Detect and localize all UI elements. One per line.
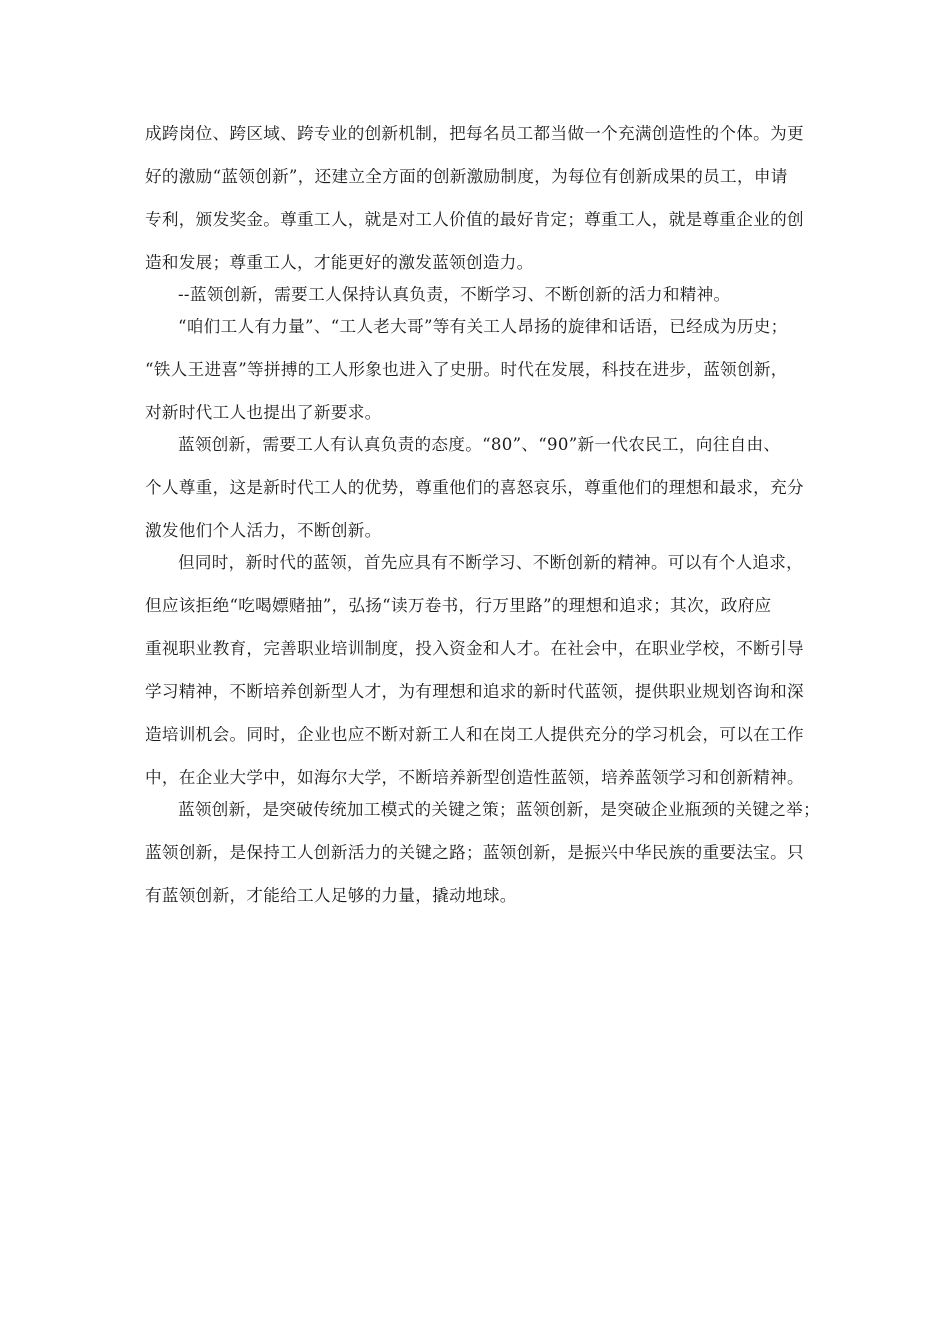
text-line: --蓝领创新，需要工人保持认真负责，不断学习、不断创新的活力和精神。 [178, 285, 731, 304]
text-line: 对新时代工人也提出了新要求。 [145, 403, 382, 422]
text-line: 中，在企业大学中，如海尔大学，不断培养新型创造性蓝领，培养蓝领学习和创新精神。 [145, 768, 804, 787]
text-line: 成跨岗位、跨区域、跨专业的创新机制，把每名员工都当做一个充满创造性的个体。为更 [145, 124, 804, 143]
document-body [145, 120, 825, 910]
text-line: 但同时，新时代的蓝领，首先应具有不断学习、不断创新的精神。可以有个人追求， [178, 553, 804, 572]
text-line: 蓝领创新，是突破传统加工模式的关键之策；蓝领创新，是突破企业瓶颈的关键之举； [178, 800, 820, 819]
text-line: 学习精神，不断培养创新型人才，为有理想和追求的新时代蓝领，提供职业规划咨询和深 [145, 682, 804, 701]
text-line: 但应该拒绝“吃喝嫖赌抽”，弘扬“读万卷书，行万里路”的理想和追求；其次，政府应 [145, 596, 772, 615]
text-line: 有蓝领创新，才能给工人足够的力量，撬动地球。 [145, 886, 517, 905]
text-line: 好的激励“蓝领创新”，还建立全方面的创新激励制度，为每位有创新成果的员工，申请 [145, 167, 788, 186]
text-line: “铁人王进喜”等拼搏的工人形象也进入了史册。时代在发展，科技在进步，蓝领创新， [145, 360, 788, 379]
text-line: 蓝领创新，需要工人有认真负责的态度。“80”、“90”新一代农民工，向往自由、 [178, 435, 781, 454]
text-line: 重视职业教育，完善职业培训制度，投入资金和人才。在社会中，在职业学校，不断引导 [145, 639, 804, 658]
text-line: 专利，颁发奖金。尊重工人，就是对工人价值的最好肯定；尊重工人，就是尊重企业的创 [145, 210, 804, 229]
text-line: 造培训机会。同时，企业也应不断对新工人和在岗工人提供充分的学习机会，可以在工作 [145, 725, 804, 744]
text-line: “咱们工人有力量”、“工人老大哥”等有关工人昂扬的旋律和话语，已经成为历史； [178, 317, 788, 336]
text-line: 蓝领创新，是保持工人创新活力的关键之路；蓝领创新，是振兴中华民族的重要法宝。只 [145, 843, 804, 862]
text-line: 造和发展；尊重工人，才能更好的激发蓝领创造力。 [145, 253, 534, 272]
text-line: 个人尊重，这是新时代工人的优势，尊重他们的喜怒哀乐，尊重他们的理想和最求，充分 [145, 478, 804, 497]
text-line: 激发他们个人活力，不断创新。 [145, 521, 382, 540]
